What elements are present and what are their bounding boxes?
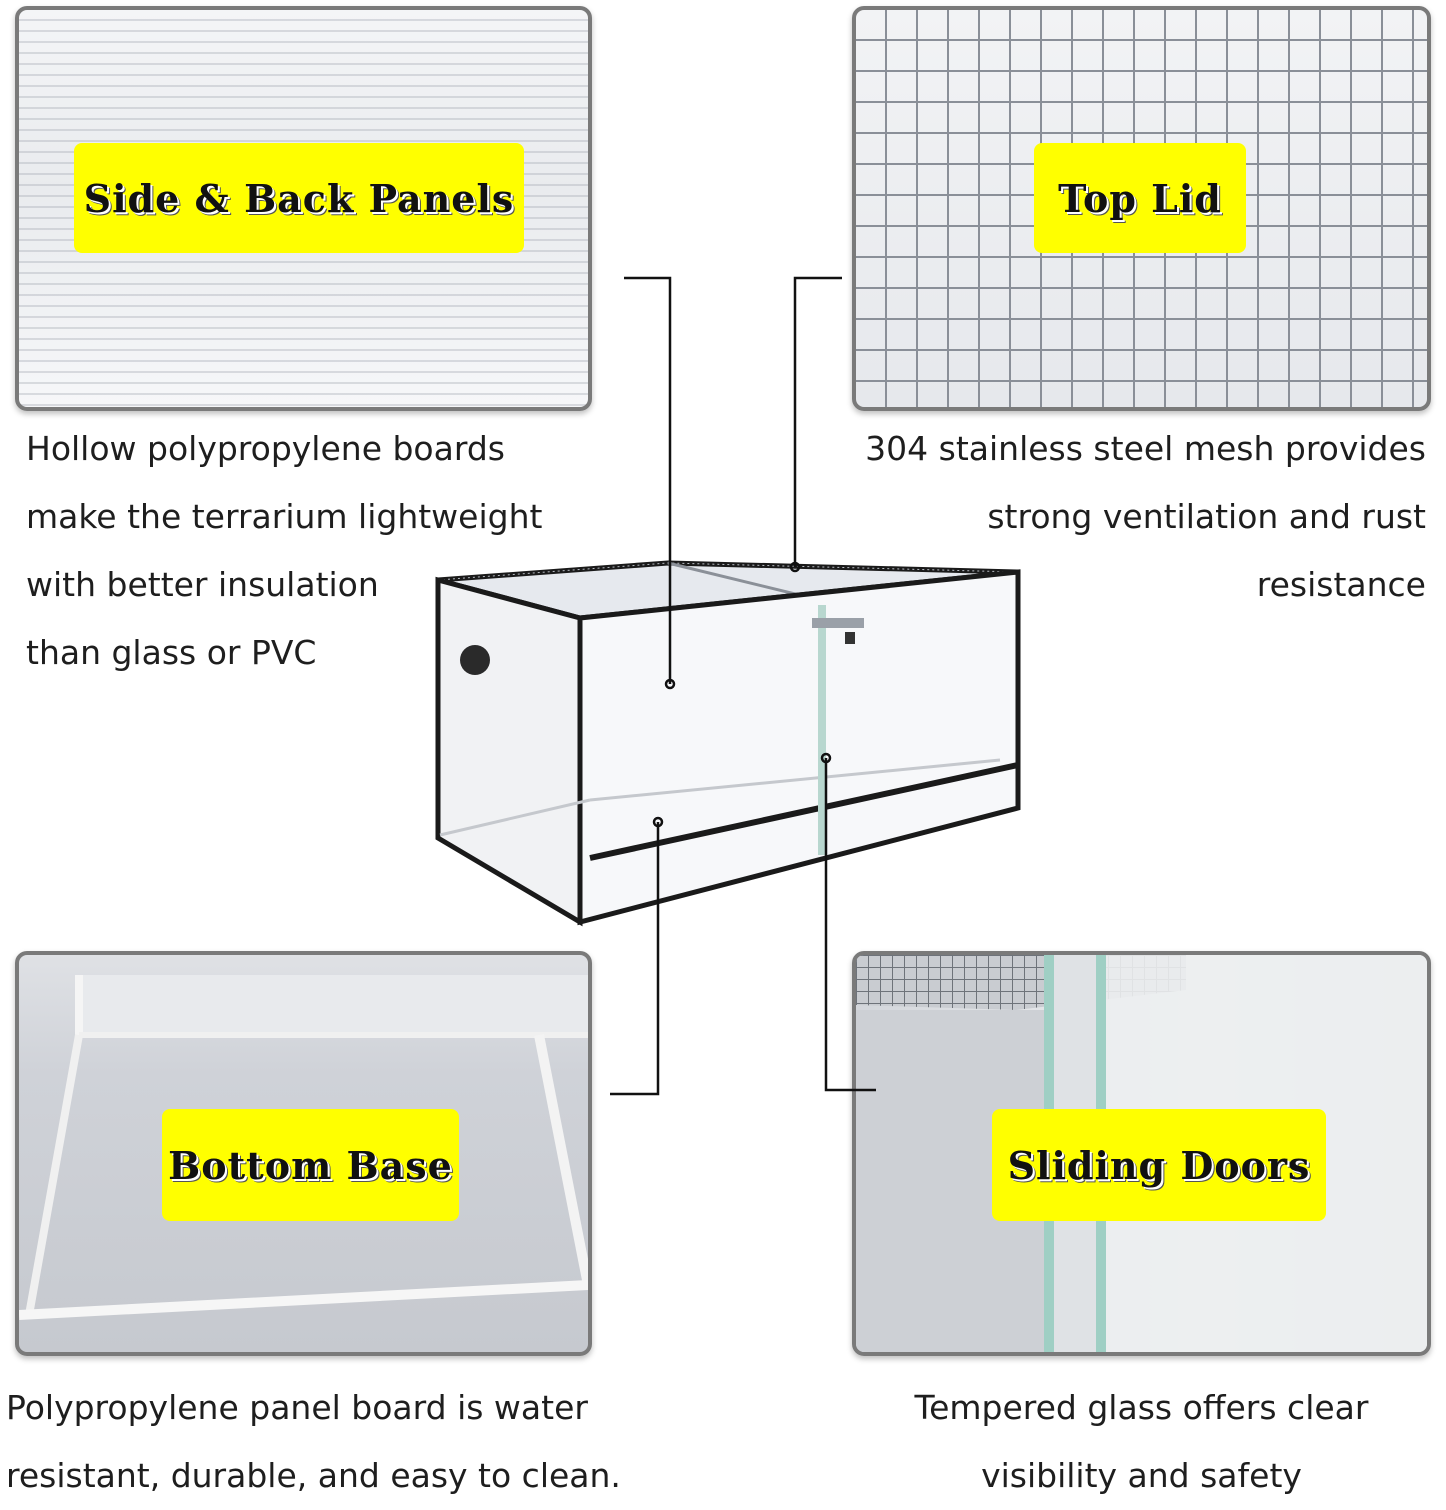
- top-lid-label: Top Lid: [1034, 143, 1246, 253]
- side-back-panels-description: [26, 415, 542, 687]
- top-lid-photo: [852, 6, 1431, 411]
- sliding-doors-photo: [852, 951, 1431, 1356]
- description-line: Tempered glass offers clear: [914, 1388, 1369, 1427]
- description-line: resistance: [1256, 565, 1426, 604]
- description-line: Hollow polypropylene boards: [26, 429, 505, 468]
- description-line: make the terrarium lightweight: [26, 497, 543, 536]
- top-lid-description: [840, 415, 1426, 619]
- bottom-base-label: Bottom Base: [162, 1109, 459, 1221]
- sliding-doors-label: Sliding Doors: [992, 1109, 1326, 1221]
- side-back-panels-label: Side & Back Panels: [74, 143, 524, 253]
- bottom-base-description: [6, 1374, 621, 1510]
- description-line: with better insulation: [26, 565, 379, 604]
- description-line: resistant, durable, and easy to clean.: [6, 1456, 621, 1495]
- description-line: 304 stainless steel mesh provides: [865, 429, 1426, 468]
- bottom-base-photo: [15, 951, 592, 1356]
- side-back-panels-photo: [15, 6, 592, 411]
- description-line: visibility and safety: [981, 1456, 1302, 1495]
- sliding-doors-description: [852, 1374, 1431, 1510]
- description-line: than glass or PVC: [26, 633, 317, 672]
- description-line: Polypropylene panel board is water: [6, 1388, 588, 1427]
- description-line: strong ventilation and rust: [987, 497, 1426, 536]
